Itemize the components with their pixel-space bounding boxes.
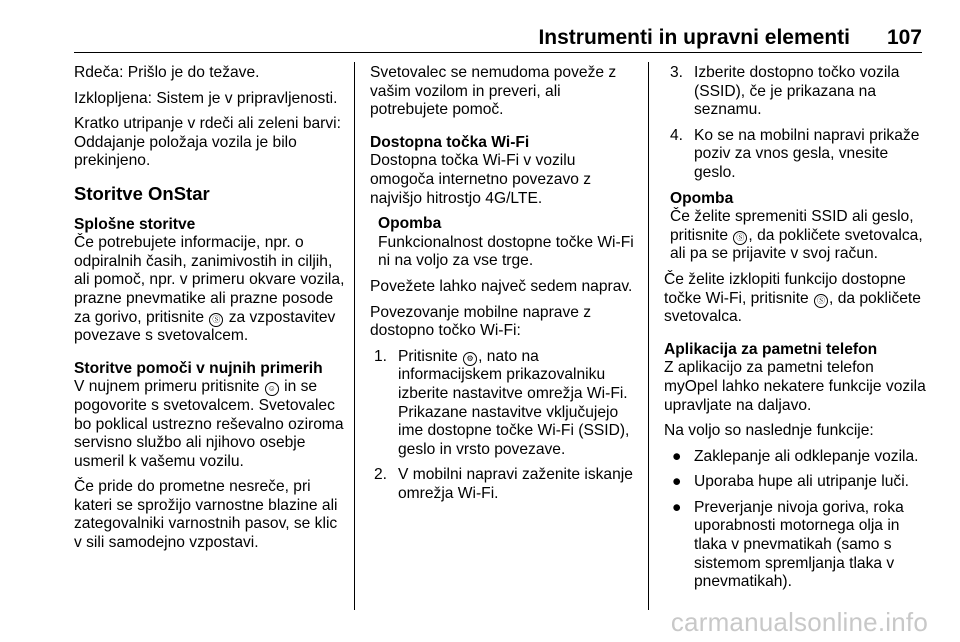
note-text: Funkcionalnost dostopne točke Wi-Fi ni na voljo za vse trge.	[378, 233, 634, 270]
list-item: 2. V mobilni napravi zaženite iskanje omrežja Wi-Fi.	[374, 466, 633, 502]
page-header	[0, 26, 960, 52]
paragraph: Izklopljena: Sistem je v pripravljenosti.	[74, 89, 338, 107]
subsection-title: Aplikacija za pametni telefon	[664, 340, 878, 358]
paragraph: Z aplikacijo za pametni telefon myOpel lahko nekatere funkcije vozila upravljate na daljavo.	[664, 359, 926, 414]
list-item: ● Preverjanje nivoja goriva, roka uporabnosti motornega olja in tlaka v pnevmatikah (samo s sistemom spremljanja tlaka v pnevmatikah).	[672, 498, 904, 591]
subsection-title: Splošne storitve	[74, 215, 196, 233]
paragraph: Povezovanje mobilne naprave z dostopno točko Wi-Fi:	[370, 303, 592, 340]
note-text: Če želite spremeniti SSID ali geslo, pritisnite Ⓢ , da pokličete svetovalca, ali pa se prijavite v svoj račun.	[670, 208, 923, 263]
note-title: Opomba	[670, 189, 734, 207]
paragraph: Rdeča: Prišlo je do težave.	[74, 64, 260, 81]
step-number: 2.	[374, 466, 388, 484]
section-title: Storitve OnStar	[74, 182, 210, 204]
column-1	[74, 64, 346, 560]
note-box	[378, 215, 634, 271]
onstar-button-icon: Ⓢ	[209, 313, 223, 327]
paragraph: Na voljo so naslednje funkcije:	[664, 422, 874, 440]
list-item: 1. Pritisnite ⚙ , nato na informacijskem prikazovalniku izberite nastavitve omrežja Wi-Fi. Prikazane nastavitve vključujejo ime dostopne točke Wi-Fi (SSID), geslo in vrsto povezave.	[374, 347, 630, 458]
step-number: 1.	[374, 347, 388, 365]
header-rule	[74, 52, 922, 53]
paragraph: Če pride do prometne nesreče, pri kateri se sprožijo varnostne blazine ali zategovalniki varnostnih pasov, se klic v sili samodejno vzpostavi.	[74, 478, 338, 552]
page-title: Instrumenti in upravni elementi	[538, 26, 850, 49]
paragraph: V nujnem primeru pritisnite ☺ in se pogovorite s svetovalcem. Svetovalec bo poklical ustrezno reševalno oziroma servisno službo ali njihovo osebje usmeril k vašemu vozilu.	[74, 378, 344, 470]
paragraph: Kratko utripanje v rdeči ali zeleni barvi: Oddajanje položaja vozila je bilo prekinjeno.	[74, 115, 341, 170]
column-divider-1	[354, 62, 355, 610]
note-box	[670, 190, 926, 264]
list-item: ● Zaklepanje ali odklepanje vozila.	[672, 447, 919, 465]
step-number: 4.	[670, 126, 684, 144]
onstar-button-icon: Ⓢ	[733, 231, 747, 245]
note-title: Opomba	[378, 215, 442, 233]
subsection-title: Dostopna točka Wi-Fi	[370, 133, 530, 151]
paragraph: Če želite izklopiti funkcijo dostopne točke Wi-Fi, pritisnite Ⓢ , da pokličete svetovalca.	[664, 270, 921, 326]
watermark: carmanualsonline.info	[670, 607, 928, 637]
paragraph: Če potrebujete informacije, npr. o odpiralnih časih, zanimivostih in ciljih, ali pomoč, npr. v primeru okvare vozila, prazne pnevmatike ali prazne posode za gorivo, pritisnite Ⓢ za vzpostavitev povezave s svetovalcem.	[74, 234, 345, 345]
page-number: 107	[886, 26, 922, 49]
onstar-button-icon: Ⓢ	[814, 294, 828, 308]
steps-list	[670, 64, 926, 183]
steps-list	[374, 348, 634, 504]
list-item: 3. Izberite dostopno točko vozila (SSID), če je prikazana na seznamu.	[670, 64, 900, 119]
bullet-icon: ●	[672, 498, 682, 516]
sos-button-icon: ☺	[265, 382, 279, 396]
column-divider-2	[648, 62, 649, 610]
column-2	[370, 64, 634, 510]
bullet-icon: ●	[672, 447, 682, 465]
column-3	[664, 64, 926, 599]
step-number: 3.	[670, 64, 684, 81]
paragraph: Svetovalec se nemudoma poveže z vašim vozilom in preveri, ali potrebujete pomoč.	[370, 64, 617, 119]
paragraph: Dostopna točka Wi-Fi v vozilu omogoča internetno povezavo z najvišjo hitrostjo 4G/LTE.	[370, 152, 592, 207]
paragraph: Povežete lahko največ sedem naprav.	[370, 277, 633, 295]
list-item: ● Uporaba hupe ali utripanje luči.	[672, 473, 909, 491]
bullet-icon: ●	[672, 473, 682, 491]
bullet-list	[664, 448, 926, 592]
subsection-title: Storitve pomoči v nujnih primerih	[74, 359, 323, 377]
settings-button-icon: ⚙	[463, 352, 477, 366]
list-item: 4. Ko se na mobilni napravi prikaže poziv za vnos gesla, vnesite geslo.	[670, 126, 920, 181]
